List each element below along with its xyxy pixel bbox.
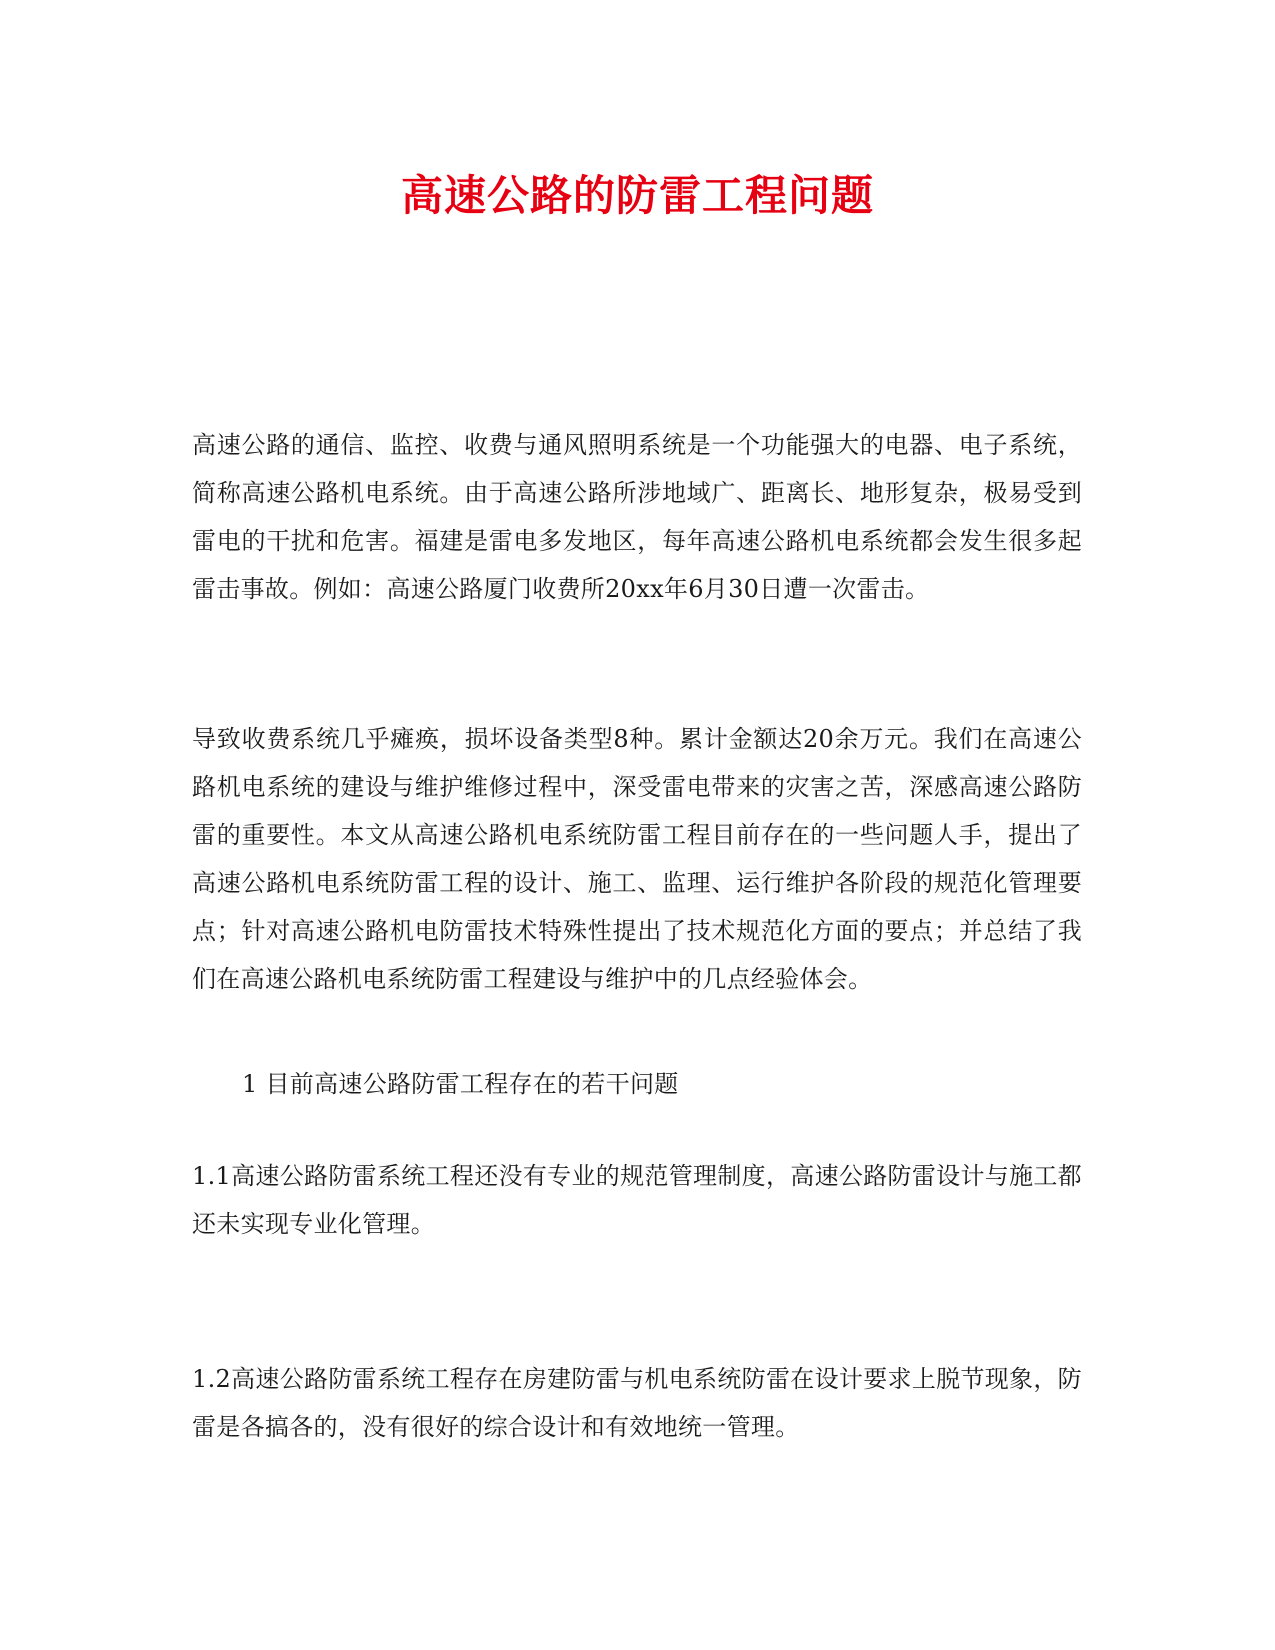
paragraph-intro-2: 导致收费系统几乎瘫痪，损坏设备类型8种。累计金额达20余万元。我们在高速公路机电系统的建设与维护维修过程中，深受雷电带来的灾害之苦，深感高速公路防雷的重要性。本文从高速公路机电系统防雷工程目前存在的一些问题人手，提出了高速公路机电系统防雷工程的设计、施工、监理、运行维护各阶段的规范化管理要点；针对高速公路机电防雷技术特殊性提出了技术规范化方面的要点；并总结了我们在高速公路机电系统防雷工程建设与维护中的几点经验体会。 [192,725,1082,993]
document-title: 高速公路的防雷工程问题 [400,171,874,220]
section-heading-1: 1 目前高速公路防雷工程存在的若干问题 [242,1070,679,1098]
section-item-1-2: 1.2高速公路防雷系统工程存在房建防雷与机电系统防雷在设计要求上脱节现象，防雷是各搞各的，没有很好的综合设计和有效地统一管理。 [192,1365,1082,1441]
section-item-1-1: 1.1高速公路防雷系统工程还没有专业的规范管理制度，高速公路防雷设计与施工都还未实现专业化管理。 [192,1162,1082,1238]
paragraph-intro-1: 高速公路的通信、监控、收费与通风照明系统是一个功能强大的电器、电子系统，简称高速公路机电系统。由于高速公路所涉地域广、距离长、地形复杂，极易受到雷电的干扰和危害。福建是雷电多发地区，每年高速公路机电系统都会发生很多起雷击事故。例如：高速公路厦门收费所20xx年6月30日遭一次雷击。 [192,431,1082,603]
